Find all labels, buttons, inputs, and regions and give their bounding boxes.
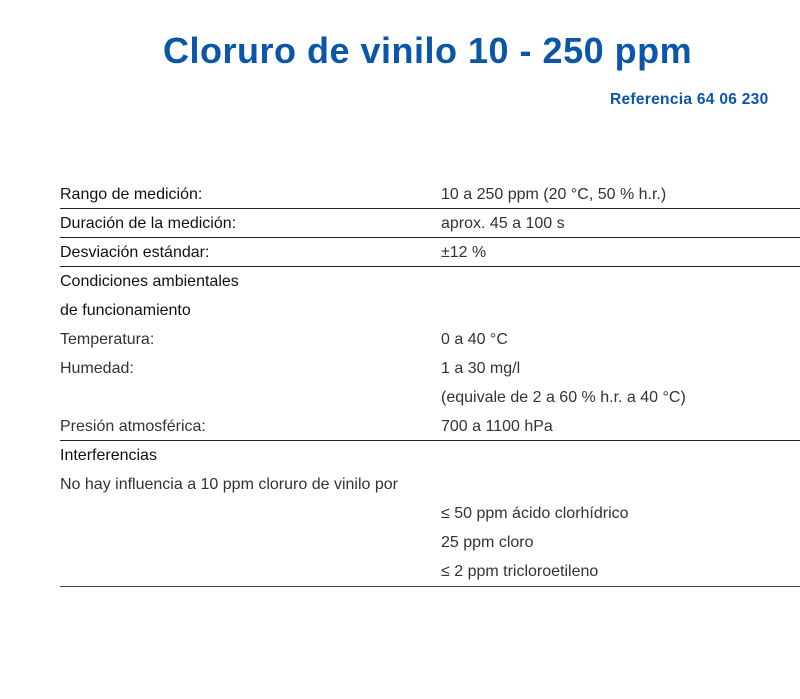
- spec-value: 700 a 1100 hPa: [441, 418, 553, 435]
- interference-item: [60, 499, 800, 528]
- spec-label: Duración de la medición:: [60, 215, 237, 232]
- spec-row-humidity-note: [60, 383, 800, 412]
- spec-row-temperature: [60, 325, 800, 354]
- interferences-intro: No hay influencia a 10 ppm cloruro de vinilo por: [60, 476, 398, 493]
- spec-value: 10 a 250 ppm (20 °C, 50 % h.r.): [441, 186, 667, 203]
- spec-label: Temperatura:: [60, 331, 155, 348]
- spec-value-note: (equivale de 2 a 60 % h.r. a 40 °C): [441, 389, 686, 406]
- spec-row-humidity: [60, 354, 800, 383]
- section-heading-operating-conditions: [60, 267, 800, 296]
- section-heading-operating-conditions-line2: [60, 296, 800, 325]
- interference-value: ≤ 50 ppm ácido clorhídrico: [441, 505, 629, 522]
- interference-item: [60, 528, 800, 557]
- spec-value: 0 a 40 °C: [441, 331, 508, 348]
- spec-row-std-deviation: [60, 238, 800, 267]
- spec-value: 1 a 30 mg/l: [441, 360, 521, 377]
- interferences-intro-row: [60, 470, 800, 499]
- spec-row-measuring-range: [60, 180, 800, 209]
- spec-label: Desviación estándar:: [60, 244, 210, 261]
- bottom-divider: [60, 586, 800, 587]
- page-title: Cloruro de vinilo 10 - 250 ppm: [163, 30, 693, 71]
- specifications-table: [60, 180, 800, 587]
- interference-item: [60, 557, 800, 586]
- spec-row-pressure: [60, 412, 800, 441]
- spec-label: Humedad:: [60, 360, 134, 377]
- section-heading: de funcionamiento: [60, 302, 191, 319]
- spec-value: aprox. 45 a 100 s: [441, 215, 565, 232]
- section-heading-interferences: [60, 441, 800, 470]
- spec-row-duration: [60, 209, 800, 238]
- section-heading: Condiciones ambientales: [60, 273, 239, 290]
- spec-label: Rango de medición:: [60, 186, 203, 203]
- spec-value: ±12 %: [441, 244, 487, 261]
- interference-value: 25 ppm cloro: [441, 534, 534, 551]
- section-heading: Interferencias: [60, 447, 157, 464]
- reference-number: Referencia 64 06 230: [610, 91, 769, 108]
- interference-value: ≤ 2 ppm tricloroetileno: [441, 563, 599, 580]
- spec-label: Presión atmosférica:: [60, 418, 206, 435]
